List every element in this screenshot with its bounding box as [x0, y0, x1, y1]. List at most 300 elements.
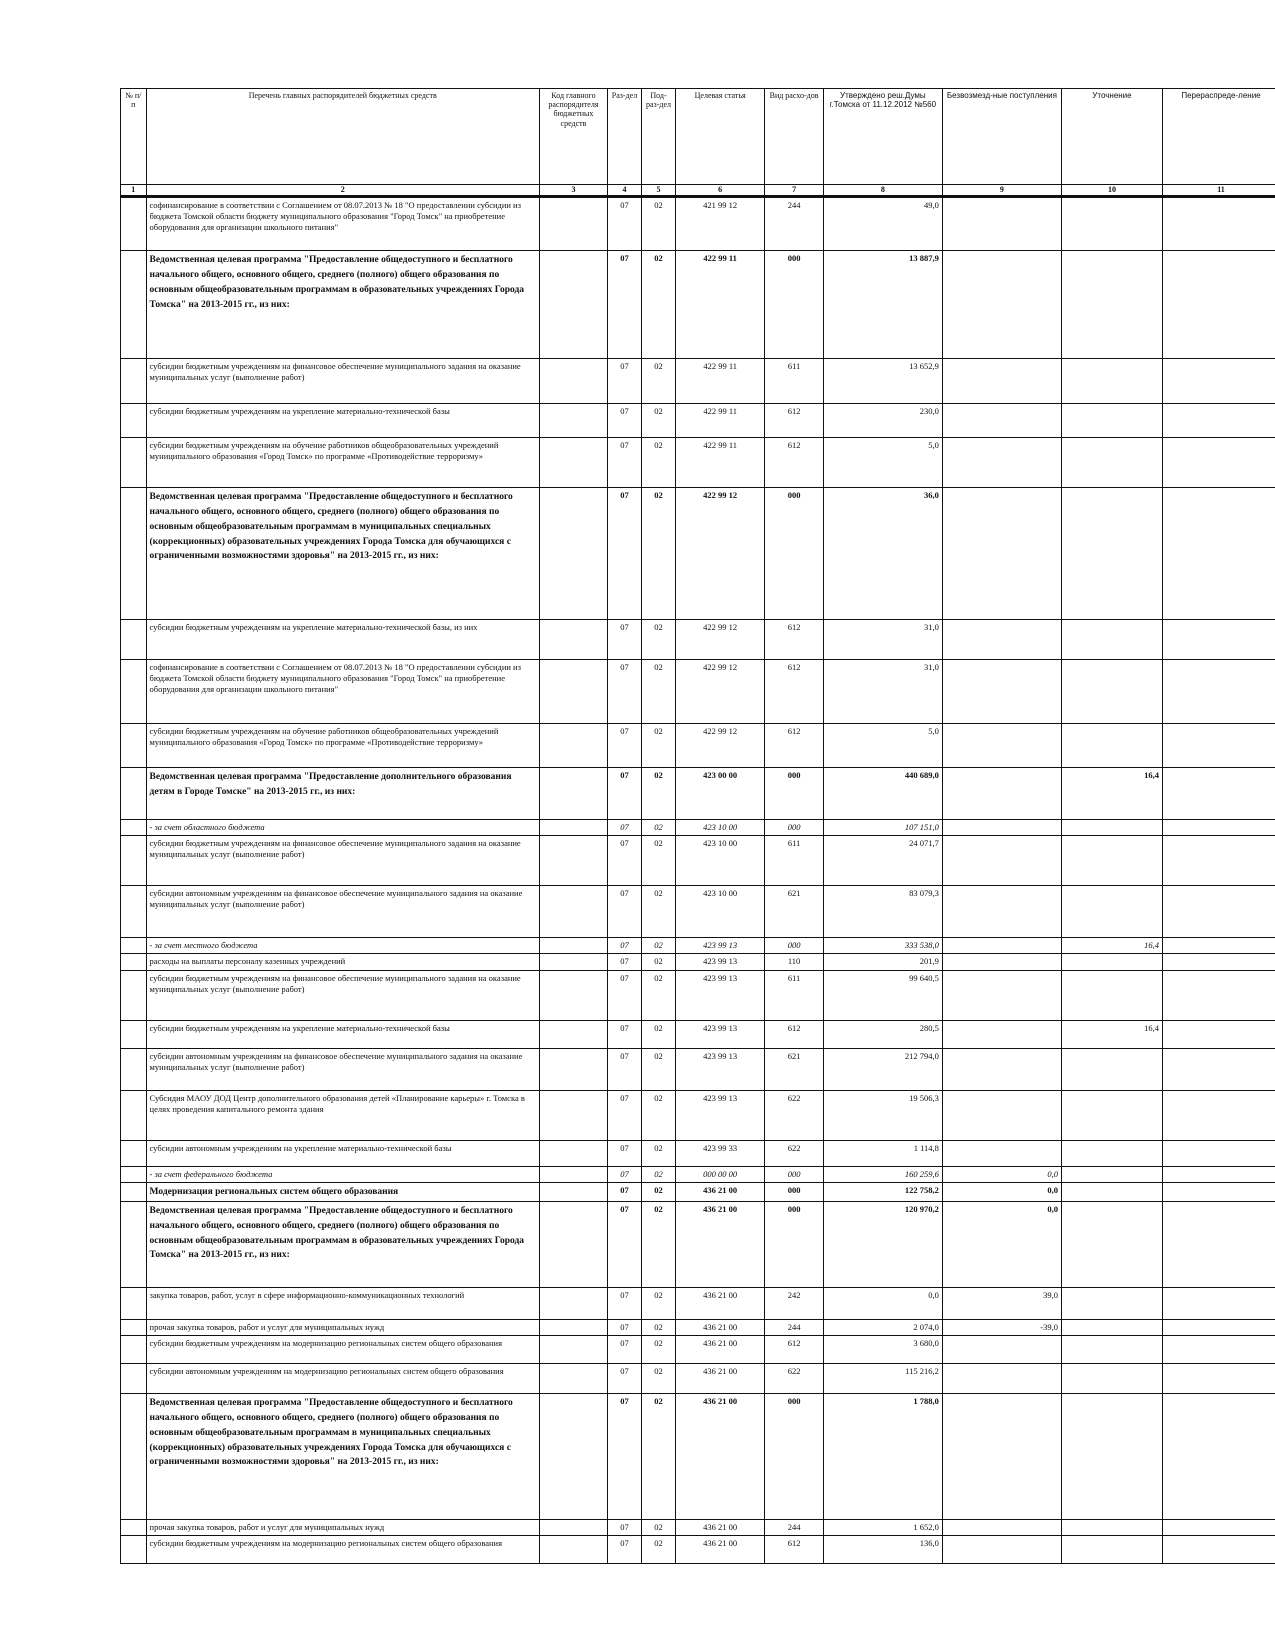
cell-name: - за счет федерального бюджета [146, 1166, 539, 1182]
cell-redistribution [1162, 970, 1275, 1020]
cell-article: 422 99 12 [676, 620, 765, 660]
cell-name: прочая закупка товаров, работ и услуг для муниципальных нужд [146, 1320, 539, 1336]
cell-subsection: 02 [642, 954, 676, 970]
cell-clarification [1061, 660, 1162, 724]
table-row [121, 886, 1275, 938]
cell-name: Ведомственная целевая программа "Предоставление общедоступного и бесплатного начального общего, основного общего, среднего (полного) общего образования по основным общеобразовательным программам в образовательных учреждениях Города Томска" на 2013-2015 гг., из них: [146, 251, 539, 359]
cell-redistribution [1162, 724, 1275, 768]
cell-section: 07 [607, 1336, 641, 1364]
cell-code [539, 1536, 607, 1564]
cell-article: 436 21 00 [676, 1182, 765, 1202]
cell-approved: 36,0 [823, 488, 942, 620]
cell-expense-type: 000 [765, 1182, 823, 1202]
cell-code [539, 1090, 607, 1140]
cell-name: софинансирование в соответствии с Соглашением от 08.07.2013 № 18 "О предоставлении субсидии из бюджета Томской области бюджету муниципального образования "Город Томск" на приобретение оборудования для организации школьного питания" [146, 197, 539, 251]
cell-expense-type: 622 [765, 1140, 823, 1166]
cell-subsection: 02 [642, 359, 676, 404]
column-number-row [121, 185, 1275, 197]
column-number: 9 [942, 185, 1061, 197]
table-row [121, 1288, 1275, 1320]
cell-article: 422 99 11 [676, 404, 765, 438]
cell-section: 07 [607, 820, 641, 836]
cell-expense-type: 000 [765, 1202, 823, 1288]
cell-num [121, 886, 147, 938]
cell-approved: 120 970,2 [823, 1202, 942, 1288]
table-row [121, 1090, 1275, 1140]
cell-name: расходы на выплаты персоналу казенных учреждений [146, 954, 539, 970]
cell-redistribution [1162, 1364, 1275, 1394]
cell-subsection: 02 [642, 886, 676, 938]
column-number: 4 [607, 185, 641, 197]
table-row [121, 1140, 1275, 1166]
cell-section: 07 [607, 660, 641, 724]
cell-approved: 107 151,0 [823, 820, 942, 836]
cell-subsection: 02 [642, 251, 676, 359]
cell-clarification [1061, 970, 1162, 1020]
cell-redistribution [1162, 768, 1275, 820]
cell-clarification [1061, 1202, 1162, 1288]
cell-approved: 1 652,0 [823, 1520, 942, 1536]
cell-section: 07 [607, 620, 641, 660]
cell-subsection: 02 [642, 438, 676, 488]
cell-expense-type: 612 [765, 404, 823, 438]
cell-subsection: 02 [642, 1520, 676, 1536]
cell-grants: 0,0 [942, 1202, 1061, 1288]
cell-article: 423 99 13 [676, 970, 765, 1020]
cell-clarification [1061, 1288, 1162, 1320]
cell-name: Ведомственная целевая программа "Предоставление общедоступного и бесплатного начального общего, основного общего, среднего (полного) общего образования по основным общеобразовательным программам в муниципальных специальных (коррекционных) образовательных учреждениях Города Томска для обучающихся с ограниченными возможностями здоровья" на 2013-2015 гг., из них: [146, 1394, 539, 1520]
cell-subsection: 02 [642, 660, 676, 724]
table-row [121, 488, 1275, 620]
table-row [121, 1048, 1275, 1090]
cell-num [121, 197, 147, 251]
cell-num [121, 438, 147, 488]
header-code: Код главного распорядителя бюджетных средств [539, 89, 607, 185]
cell-code [539, 438, 607, 488]
cell-subsection: 02 [642, 970, 676, 1020]
cell-section: 07 [607, 1288, 641, 1320]
cell-expense-type: 000 [765, 768, 823, 820]
cell-expense-type: 622 [765, 1090, 823, 1140]
cell-expense-type: 000 [765, 820, 823, 836]
cell-subsection: 02 [642, 1320, 676, 1336]
cell-num [121, 1166, 147, 1182]
cell-clarification: 16,4 [1061, 1020, 1162, 1048]
cell-section: 07 [607, 1394, 641, 1520]
cell-subsection: 02 [642, 1202, 676, 1288]
cell-article: 423 99 33 [676, 1140, 765, 1166]
header-expense-type: Вид расхо-дов [765, 89, 823, 185]
table-row [121, 251, 1275, 359]
cell-subsection: 02 [642, 1394, 676, 1520]
cell-name: закупка товаров, работ, услуг в сфере информационно-коммуникационных технологий [146, 1288, 539, 1320]
cell-clarification: 16,4 [1061, 938, 1162, 954]
cell-subsection: 02 [642, 1364, 676, 1394]
cell-article: 436 21 00 [676, 1288, 765, 1320]
cell-subsection: 02 [642, 1536, 676, 1564]
cell-approved: 201,9 [823, 954, 942, 970]
cell-clarification [1061, 724, 1162, 768]
cell-num [121, 938, 147, 954]
cell-clarification [1061, 1336, 1162, 1364]
cell-num [121, 954, 147, 970]
cell-code [539, 1202, 607, 1288]
cell-expense-type: 612 [765, 620, 823, 660]
cell-num [121, 1140, 147, 1166]
cell-clarification [1061, 820, 1162, 836]
cell-name: Ведомственная целевая программа "Предоставление общедоступного и бесплатного начального общего, основного общего, среднего (полного) общего образования по основным общеобразовательным программам в образовательных учреждениях Города Томска" на 2013-2015 гг., из них: [146, 1202, 539, 1288]
cell-redistribution [1162, 1182, 1275, 1202]
cell-section: 07 [607, 1020, 641, 1048]
cell-code [539, 404, 607, 438]
cell-section: 07 [607, 359, 641, 404]
cell-num [121, 836, 147, 886]
cell-code [539, 359, 607, 404]
column-number: 1 [121, 185, 147, 197]
cell-name: субсидии бюджетным учреждениям на обучение работников общеобразовательных учреждений муниципального образования «Город Томск» по программе «Противодействие терроризму» [146, 438, 539, 488]
header-subsection: Под-раз-дел [642, 89, 676, 185]
budget-table [120, 88, 1275, 1564]
cell-section: 07 [607, 886, 641, 938]
cell-name: Субсидия МАОУ ДОД Центр дополнительного образования детей «Планирование карьеры» г. Томска в целях проведения капитального ремонта здания [146, 1090, 539, 1140]
column-number: 10 [1061, 185, 1162, 197]
cell-approved: 13 652,9 [823, 359, 942, 404]
cell-code [539, 488, 607, 620]
cell-expense-type: 621 [765, 1048, 823, 1090]
cell-grants: 39,0 [942, 1288, 1061, 1320]
cell-redistribution [1162, 938, 1275, 954]
cell-grants [942, 1090, 1061, 1140]
cell-section: 07 [607, 724, 641, 768]
table-row [121, 1520, 1275, 1536]
column-number: 6 [676, 185, 765, 197]
cell-clarification [1061, 1520, 1162, 1536]
table-row [121, 1320, 1275, 1336]
cell-redistribution [1162, 820, 1275, 836]
cell-article: 436 21 00 [676, 1520, 765, 1536]
cell-article: 422 99 12 [676, 488, 765, 620]
cell-article: 423 10 00 [676, 836, 765, 886]
cell-article: 422 99 11 [676, 438, 765, 488]
table-row [121, 1166, 1275, 1182]
cell-name: Модернизация региональных систем общего образования [146, 1182, 539, 1202]
cell-grants [942, 1364, 1061, 1394]
column-number: 3 [539, 185, 607, 197]
cell-article: 422 99 12 [676, 724, 765, 768]
cell-name: софинансирование в соответствии с Соглашением от 08.07.2013 № 18 "О предоставлении субсидии из бюджета Томской области бюджету муниципального образования "Город Томск" на приобретение оборудования для организации школьного питания" [146, 660, 539, 724]
cell-code [539, 970, 607, 1020]
cell-approved: 31,0 [823, 660, 942, 724]
cell-redistribution [1162, 488, 1275, 620]
cell-approved: 31,0 [823, 620, 942, 660]
cell-redistribution [1162, 836, 1275, 886]
table-row [121, 438, 1275, 488]
cell-name: - за счет местного бюджета [146, 938, 539, 954]
cell-section: 07 [607, 1536, 641, 1564]
cell-subsection: 02 [642, 938, 676, 954]
header-row [121, 89, 1275, 185]
cell-name: субсидии автономным учреждениям на финансовое обеспечение муниципального задания на оказание муниципальных услуг (выполнение работ) [146, 1048, 539, 1090]
cell-article: 436 21 00 [676, 1336, 765, 1364]
cell-name: - за счет областного бюджета [146, 820, 539, 836]
cell-expense-type: 612 [765, 660, 823, 724]
cell-article: 436 21 00 [676, 1394, 765, 1520]
cell-article: 423 99 13 [676, 1048, 765, 1090]
cell-article: 422 99 12 [676, 660, 765, 724]
cell-subsection: 02 [642, 820, 676, 836]
cell-code [539, 724, 607, 768]
cell-clarification [1061, 359, 1162, 404]
cell-code [539, 768, 607, 820]
cell-approved: 0,0 [823, 1288, 942, 1320]
cell-approved: 122 758,2 [823, 1182, 942, 1202]
budget-sheet [120, 88, 1275, 1650]
cell-expense-type: 242 [765, 1288, 823, 1320]
cell-redistribution [1162, 660, 1275, 724]
column-number: 7 [765, 185, 823, 197]
cell-grants [942, 954, 1061, 970]
cell-redistribution [1162, 886, 1275, 938]
cell-num [121, 1090, 147, 1140]
cell-approved: 230,0 [823, 404, 942, 438]
cell-name: субсидии автономным учреждениям на модернизацию региональных систем общего образования [146, 1364, 539, 1394]
table-row [121, 1336, 1275, 1364]
cell-code [539, 1364, 607, 1394]
cell-subsection: 02 [642, 724, 676, 768]
cell-code [539, 251, 607, 359]
cell-redistribution [1162, 438, 1275, 488]
cell-num [121, 359, 147, 404]
cell-section: 07 [607, 938, 641, 954]
cell-grants [942, 404, 1061, 438]
cell-grants [942, 660, 1061, 724]
cell-grants: 0,0 [942, 1166, 1061, 1182]
cell-approved: 19 506,3 [823, 1090, 942, 1140]
cell-name: Ведомственная целевая программа "Предоставление дополнительного образования детям в Городе Томске" на 2013-2015 гг., из них: [146, 768, 539, 820]
cell-article: 436 21 00 [676, 1536, 765, 1564]
cell-num [121, 724, 147, 768]
cell-expense-type: 244 [765, 1520, 823, 1536]
cell-clarification [1061, 954, 1162, 970]
table-row [121, 1020, 1275, 1048]
cell-subsection: 02 [642, 404, 676, 438]
cell-approved: 333 538,0 [823, 938, 942, 954]
cell-expense-type: 612 [765, 1536, 823, 1564]
table-row [121, 1536, 1275, 1564]
cell-expense-type: 000 [765, 938, 823, 954]
cell-clarification: 16,4 [1061, 768, 1162, 820]
cell-subsection: 02 [642, 197, 676, 251]
table-row [121, 1182, 1275, 1202]
cell-code [539, 1166, 607, 1182]
cell-clarification [1061, 1140, 1162, 1166]
cell-code [539, 886, 607, 938]
cell-redistribution [1162, 1394, 1275, 1520]
cell-article: 423 99 13 [676, 938, 765, 954]
cell-num [121, 620, 147, 660]
cell-num [121, 488, 147, 620]
cell-grants [942, 1536, 1061, 1564]
cell-grants [942, 938, 1061, 954]
cell-clarification [1061, 197, 1162, 251]
cell-approved: 1 788,0 [823, 1394, 942, 1520]
cell-name: субсидии бюджетным учреждениям на обучение работников общеобразовательных учреждений муниципального образования «Город Томск» по программе «Противодействие терроризму» [146, 724, 539, 768]
cell-grants: 0,0 [942, 1182, 1061, 1202]
cell-grants: -39,0 [942, 1320, 1061, 1336]
cell-expense-type: 000 [765, 1166, 823, 1182]
cell-redistribution [1162, 1090, 1275, 1140]
cell-redistribution [1162, 1140, 1275, 1166]
cell-approved: 1 114,8 [823, 1140, 942, 1166]
cell-code [539, 620, 607, 660]
cell-code [539, 836, 607, 886]
cell-article: 422 99 11 [676, 251, 765, 359]
cell-clarification [1061, 438, 1162, 488]
cell-section: 07 [607, 970, 641, 1020]
cell-article: 423 10 00 [676, 820, 765, 836]
cell-num [121, 768, 147, 820]
cell-num [121, 1394, 147, 1520]
cell-section: 07 [607, 768, 641, 820]
cell-subsection: 02 [642, 836, 676, 886]
cell-subsection: 02 [642, 620, 676, 660]
cell-expense-type: 612 [765, 438, 823, 488]
cell-expense-type: 244 [765, 1320, 823, 1336]
cell-grants [942, 197, 1061, 251]
cell-subsection: 02 [642, 1020, 676, 1048]
cell-grants [942, 886, 1061, 938]
cell-num [121, 1536, 147, 1564]
header-recipient: Перечень главных распорядителей бюджетных средств [146, 89, 539, 185]
cell-redistribution [1162, 620, 1275, 660]
cell-article: 423 10 00 [676, 886, 765, 938]
cell-subsection: 02 [642, 1288, 676, 1320]
cell-clarification [1061, 1320, 1162, 1336]
cell-approved: 13 887,9 [823, 251, 942, 359]
cell-approved: 2 074,0 [823, 1320, 942, 1336]
cell-section: 07 [607, 1166, 641, 1182]
cell-approved: 49,0 [823, 197, 942, 251]
cell-clarification [1061, 886, 1162, 938]
cell-section: 07 [607, 1364, 641, 1394]
cell-name: субсидии бюджетным учреждениям на модернизацию региональных систем общего образования [146, 1336, 539, 1364]
cell-num [121, 820, 147, 836]
cell-num [121, 251, 147, 359]
cell-expense-type: 244 [765, 197, 823, 251]
cell-name: субсидии бюджетным учреждениям на укрепление материально-технической базы [146, 1020, 539, 1048]
table-row [121, 768, 1275, 820]
cell-name: прочая закупка товаров, работ и услуг для муниципальных нужд [146, 1520, 539, 1536]
cell-code [539, 938, 607, 954]
cell-section: 07 [607, 438, 641, 488]
cell-article: 000 00 00 [676, 1166, 765, 1182]
cell-expense-type: 612 [765, 724, 823, 768]
cell-article: 421 99 12 [676, 197, 765, 251]
table-row [121, 620, 1275, 660]
cell-num [121, 1520, 147, 1536]
cell-expense-type: 000 [765, 1394, 823, 1520]
cell-expense-type: 612 [765, 1336, 823, 1364]
cell-code [539, 1520, 607, 1536]
table-row [121, 1202, 1275, 1288]
cell-name: субсидии бюджетным учреждениям на финансовое обеспечение муниципального задания на оказание муниципальных услуг (выполнение работ) [146, 836, 539, 886]
cell-name: субсидии бюджетным учреждениям на укрепление материально-технической базы [146, 404, 539, 438]
cell-redistribution [1162, 1320, 1275, 1336]
cell-clarification [1061, 1364, 1162, 1394]
cell-article: 436 21 00 [676, 1320, 765, 1336]
cell-redistribution [1162, 1020, 1275, 1048]
cell-approved: 99 640,5 [823, 970, 942, 1020]
cell-subsection: 02 [642, 1182, 676, 1202]
cell-num [121, 1048, 147, 1090]
table-row [121, 724, 1275, 768]
column-number: 8 [823, 185, 942, 197]
cell-approved: 115 216,2 [823, 1364, 942, 1394]
cell-subsection: 02 [642, 1336, 676, 1364]
cell-approved: 5,0 [823, 438, 942, 488]
cell-redistribution [1162, 1536, 1275, 1564]
cell-code [539, 1336, 607, 1364]
cell-redistribution [1162, 954, 1275, 970]
table-row [121, 404, 1275, 438]
header-clarification: Уточнение [1061, 89, 1162, 185]
header-approved: Утверждено реш.Думы г.Томска от 11.12.2012 №560 [823, 89, 942, 185]
cell-section: 07 [607, 954, 641, 970]
cell-grants [942, 820, 1061, 836]
cell-approved: 5,0 [823, 724, 942, 768]
cell-clarification [1061, 1394, 1162, 1520]
cell-approved: 3 680,0 [823, 1336, 942, 1364]
cell-grants [942, 438, 1061, 488]
cell-article: 423 99 13 [676, 1020, 765, 1048]
cell-grants [942, 1336, 1061, 1364]
cell-grants [942, 724, 1061, 768]
header-grants: Безвозмезд-ные поступления [942, 89, 1061, 185]
cell-section: 07 [607, 1090, 641, 1140]
table-row [121, 1364, 1275, 1394]
cell-article: 423 99 13 [676, 1090, 765, 1140]
cell-grants [942, 251, 1061, 359]
cell-subsection: 02 [642, 768, 676, 820]
cell-num [121, 660, 147, 724]
cell-redistribution [1162, 197, 1275, 251]
cell-code [539, 820, 607, 836]
cell-num [121, 404, 147, 438]
header-article: Целевая статья [676, 89, 765, 185]
cell-code [539, 1182, 607, 1202]
cell-clarification [1061, 1090, 1162, 1140]
cell-grants [942, 1048, 1061, 1090]
cell-clarification [1061, 1166, 1162, 1182]
cell-section: 07 [607, 836, 641, 886]
cell-subsection: 02 [642, 1166, 676, 1182]
cell-subsection: 02 [642, 1048, 676, 1090]
cell-article: 423 99 13 [676, 954, 765, 970]
cell-clarification [1061, 488, 1162, 620]
cell-redistribution [1162, 1202, 1275, 1288]
cell-redistribution [1162, 1336, 1275, 1364]
cell-expense-type: 612 [765, 1020, 823, 1048]
cell-approved: 440 689,0 [823, 768, 942, 820]
column-number: 5 [642, 185, 676, 197]
cell-name: субсидии бюджетным учреждениям на финансовое обеспечение муниципального задания на оказание муниципальных услуг (выполнение работ) [146, 359, 539, 404]
table-row [121, 660, 1275, 724]
cell-grants [942, 836, 1061, 886]
cell-clarification [1061, 404, 1162, 438]
cell-redistribution [1162, 1520, 1275, 1536]
cell-clarification [1061, 1048, 1162, 1090]
cell-grants [942, 1020, 1061, 1048]
